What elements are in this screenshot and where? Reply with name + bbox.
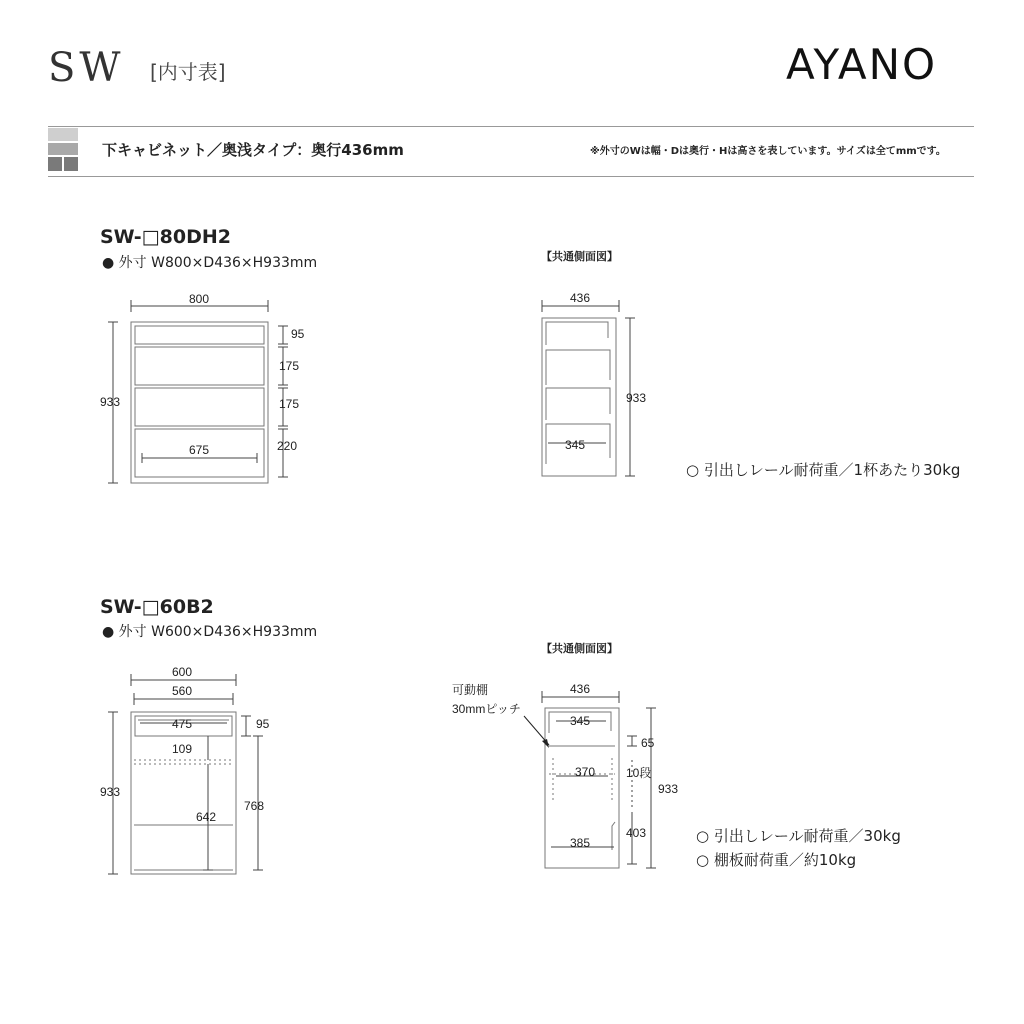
p1-drawer4-label: 220 [277, 439, 298, 453]
p2-inner-height-label: 768 [244, 799, 265, 813]
p1-side-inner-depth-label: 345 [565, 438, 586, 452]
p2-side-depth-label: 436 [569, 682, 591, 696]
p2-side-height-label: 933 [658, 782, 679, 796]
p1-side-height-label: 933 [626, 391, 647, 405]
p2-side-lower-height-label: 403 [626, 826, 647, 840]
p2-shelf-callout-line1: 可動棚 [452, 683, 489, 697]
series-title: SW [48, 45, 125, 91]
section-title: 下キャビネット／奥浅タイプ：奥行436mm [102, 141, 404, 159]
product2-side-heading: 【共通側面図】 [541, 642, 618, 655]
p2-front-inner-width-label: 560 [171, 684, 193, 698]
p2-front-width-label: 600 [171, 665, 193, 679]
p1-drawer3-label: 175 [279, 397, 300, 411]
p2-drawer-height-label: 95 [256, 717, 270, 731]
p1-inner-width-label: 675 [188, 443, 210, 457]
p2-side-shelf-depth-label: 370 [574, 765, 596, 779]
product2-model: SW-□60B2 [100, 596, 214, 618]
product1-model: SW-□80DH2 [100, 226, 231, 248]
p2-side-top-gap-label: 65 [641, 736, 655, 750]
product2-rail-load-spec: ○ 引出しレール耐荷重／30kg [696, 827, 901, 845]
p2-side-bottom-depth-label: 385 [569, 836, 591, 850]
product1-dimensions: ● 外寸 W800×D436×H933mm [102, 255, 318, 271]
p2-side-shelf-steps-label: 10段 [626, 766, 652, 780]
product1-rail-load-spec: ○ 引出しレール耐荷重／1杯あたり30kg [686, 461, 961, 479]
p2-shelf-callout-line2: 30mmピッチ [452, 702, 521, 716]
p2-side-drawer-depth-label: 345 [569, 714, 591, 728]
product2-dimensions: ● 外寸 W600×D436×H933mm [102, 624, 318, 640]
p1-drawer2-label: 175 [279, 359, 300, 373]
size-note: ※外寸のWは幅・Dは奥行・Hは高さを表しています。サイズは全てmmです。 [590, 146, 946, 157]
p1-drawer1-label: 95 [291, 327, 305, 341]
p2-drawer-width-label: 475 [171, 717, 193, 731]
brand-logo: AYANO [786, 40, 938, 89]
p2-inner-width-lower-label: 642 [195, 810, 217, 824]
p2-shelf-gap-label: 109 [171, 742, 193, 756]
product1-side-heading: 【共通側面図】 [541, 250, 618, 263]
p1-front-height-label: 933 [99, 395, 121, 409]
p1-front-width-label: 800 [188, 292, 210, 306]
p1-side-depth-label: 436 [569, 291, 591, 305]
p2-front-height-label: 933 [99, 785, 121, 799]
page-subtitle: [内寸表] [150, 60, 226, 84]
product2-shelf-load-spec: ○ 棚板耐荷重／約10kg [696, 851, 857, 869]
